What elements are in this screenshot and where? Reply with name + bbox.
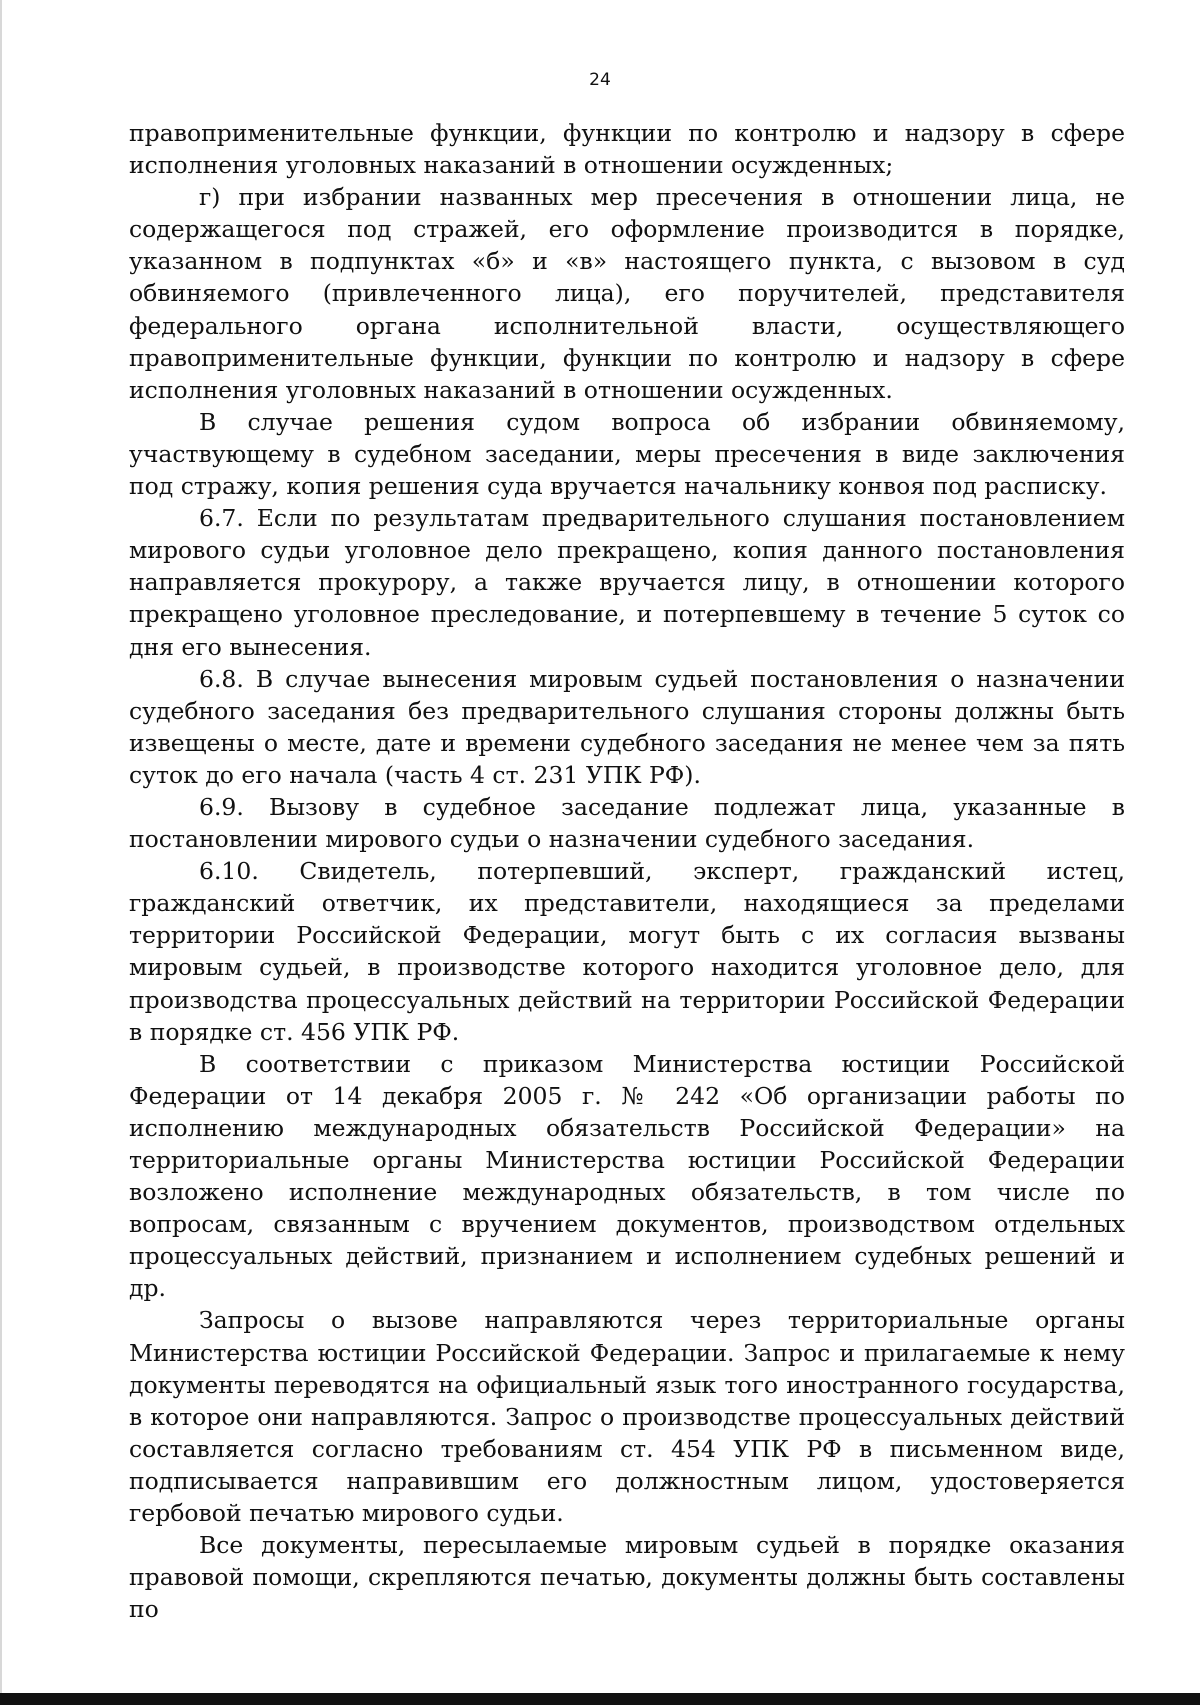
paragraph: Все документы, пересылаемые мировым судьей в порядке оказания правовой помощи, скрепляются печатью, документы должны быть составлены по: [129, 1531, 1125, 1624]
paragraph: В случае решения судом вопроса об избрании обвиняемому, участвующему в судебном заседании, меры пресечения в виде заключения под стражу, копия решения суда вручается начальнику конвоя под расписку.: [129, 407, 1125, 501]
paragraph: 6.8. В случае вынесения мировым судьей постановления о назначении судебного заседания без предварительного слушания стороны должны быть извещены о месте, дате и времени судебного заседания не менее чем за пять суток до его начала (часть 4 ст. 231 УПК РФ).: [129, 664, 1125, 789]
paragraph: Запросы о вызове направляются через территориальные органы Министерства юстиции Российской Федерации. Запрос и прилагаемые к нему документы переводятся на официальный язык того иностранного государства, в которое они направляются. Запрос о производстве процессуальных действий составляется согласно требованиям ст. 454 УПК РФ в письменном виде, подписывается направившим его должностным лицом, удостоверяется гербовой печатью мирового судьи.: [129, 1306, 1125, 1528]
paragraph: 6.10. Свидетель, потерпевший, эксперт, гражданский истец, гражданский ответчик, их представители, находящиеся за пределами территории Российской Федерации, могут быть с их согласия вызваны мировым судьей, в производстве которого находится уголовное дело, для производства процессуальных действий на территории Российской Федерации в порядке ст. 456 УПК РФ.: [129, 857, 1125, 1046]
paragraph: 6.7. Если по результатам предварительного слушания постановлением мирового судьи уголовное дело прекращено, копия данного постановления направляется прокурору, а также вручается лицу, в отношении которого прекращено уголовное преследование, и потерпевшему в течение 5 суток со дня его вынесения.: [129, 504, 1125, 661]
scan-bottom-edge: [0, 1693, 1200, 1705]
paragraph: правоприменительные функции, функции по контролю и надзору в сфере исполнения уголовных наказаний в отношении осужденных;: [129, 119, 1125, 180]
scan-left-edge: [0, 0, 2, 1705]
paragraph: 6.9. Вызову в судебное заседание подлежат лица, указанные в постановлении мирового судьи о назначении судебного заседания.: [129, 792, 1125, 854]
document-body: [129, 117, 1125, 1625]
paragraph: В соответствии с приказом Министерства юстиции Российской Федерации от 14 декабря 2005 г. № 242 «Об организации работы по исполнению международных обязательств Российской Федерации» на территориальные органы Министерства юстиции Российской Федерации возложено исполнение международных обязательств, в том числе по вопросам, связанным с вручением документов, производством отдельных процессуальных действий, признанием и исполнением судебных решений и др.: [129, 1049, 1125, 1303]
page-number: 24: [589, 70, 611, 90]
paragraph: г) при избрании названных мер пресечения в отношении лица, не содержащегося под стражей, его оформление производится в порядке, указанном в подпунктах «б» и «в» настоящего пункта, с вызовом в суд обвиняемого (привлеченного лица), его поручителей, представителя федерального органа исполнительной власти, осуществляющего правоприменительные функции, функции по контролю и надзору в сфере исполнения уголовных наказаний в отношении осужденных.: [129, 183, 1125, 404]
